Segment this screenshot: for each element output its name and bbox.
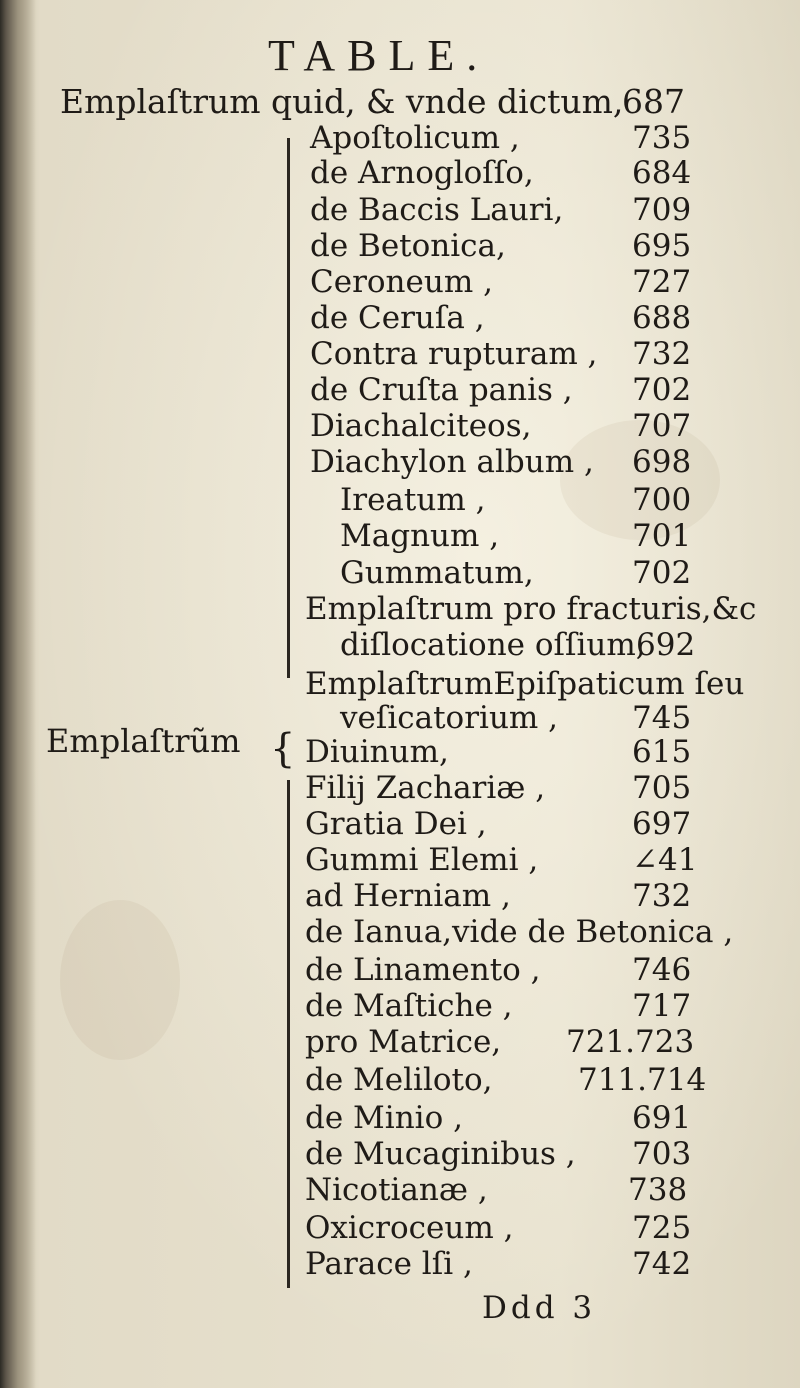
entry-label: Diachylon album , [310,444,594,480]
index-entry [0,228,800,264]
entry-label: de Cruſta panis , [310,372,573,408]
entry-label: Parace lſi , [305,1246,473,1282]
group-label: Emplaſtrũm [46,722,241,760]
entry-label: Gummatum, [340,555,534,591]
index-entry [0,952,800,988]
index-entry [0,591,800,627]
entry-page-number: 738 [628,1172,688,1208]
index-entry [0,734,800,770]
entry-label: de Ceruſa , [310,300,485,336]
entry-page-number: 711.714 [578,1062,707,1098]
index-entry [0,700,800,736]
index-entry [0,192,800,228]
index-entry [0,264,800,300]
entry-page-number: 698 [632,444,692,480]
entry-label: de Maſtiche , [305,988,513,1024]
index-entry [0,914,800,950]
index-entry [0,444,800,480]
index-entry [0,336,800,372]
entry-label: de Betonica, [310,228,506,264]
first-entry-label: Emplaſtrum quid, & vnde dictum, [60,82,624,121]
entry-page-number: 700 [632,482,692,518]
index-entry [0,878,800,914]
entry-label: Gummi Elemi , [305,842,539,878]
entry-page-number: 746 [632,952,692,988]
entry-page-number: 717 [632,988,692,1024]
entry-label: Magnum , [340,518,500,554]
entry-label: Contra rupturam , [310,336,598,372]
entry-label: pro Matrice, [305,1024,502,1060]
index-entry [0,806,800,842]
entry-label: Gratia Dei , [305,806,487,842]
entry-page-number: 688 [632,300,692,336]
entry-label: Filij Zachariæ , [305,770,546,806]
index-entry [0,627,800,663]
index-entry [0,1062,800,1098]
entry-label: Nicotianæ , [305,1172,488,1208]
index-entry [0,1210,800,1246]
entry-page-number: 691 [632,1100,692,1136]
entry-page-number: 684 [632,155,692,191]
entry-label: de Baccis Lauri, [310,192,564,228]
entry-page-number: 705 [632,770,692,806]
entry-page-number: 701 [632,518,692,554]
brace-point: { [270,726,296,772]
entry-label: EmplaſtrumEpiſpaticum ſeu [305,666,745,702]
entry-label: Emplaſtrum pro fracturis,&c [305,591,757,627]
entry-page-number: 707 [632,408,692,444]
entry-page-number: 702 [632,372,692,408]
entry-page-number: 727 [632,264,692,300]
entry-page-number: 703 [632,1136,692,1172]
entry-page-number: 702 [632,555,692,591]
entry-page-number: 732 [632,336,692,372]
entry-label: ad Herniam , [305,878,511,914]
index-entry [0,518,800,554]
entry-label: diſlocatione oſſium, [340,627,646,663]
index-entry [0,120,800,156]
entry-page-number: ∠41 [632,842,698,878]
entry-page-number: 721.723 [566,1024,695,1060]
index-entry [0,408,800,444]
entry-page-number: 742 [632,1246,692,1282]
index-entry [0,770,800,806]
entry-label: Ceroneum , [310,264,493,300]
index-entry [0,482,800,518]
index-entry [0,842,800,878]
entry-label: de Linamento , [305,952,541,988]
entry-label: Ireatum , [340,482,486,518]
page-heading: TABLE. [268,31,490,80]
entry-page-number: 695 [632,228,692,264]
first-entry-page: 687 [622,82,685,121]
index-entry [0,1136,800,1172]
entry-label: de Meliloto, [305,1062,493,1098]
entry-label: de Ianua,vide de Betonica , [305,914,734,950]
entry-page-number: 697 [632,806,692,842]
signature-mark: Ddd 3 [482,1290,597,1326]
entry-label: veſicatorium , [340,700,559,736]
entry-page-number: 735 [632,120,692,156]
index-entry [0,1246,800,1282]
index-entry [0,1172,800,1208]
index-entry [0,372,800,408]
index-entry [0,300,800,336]
entry-page-number: 725 [632,1210,692,1246]
index-entry [0,1100,800,1136]
entry-label: de Arnogloſſo, [310,155,534,191]
entry-page-number: 615 [632,734,692,770]
index-entry [0,555,800,591]
entry-page-number: 732 [632,878,692,914]
entry-label: Diuinum, [305,734,449,770]
entry-page-number: 745 [632,700,692,736]
entry-page-number: 709 [632,192,692,228]
entry-label: Apoſtolicum , [310,120,520,156]
entry-label: Oxicroceum , [305,1210,514,1246]
index-entry [0,988,800,1024]
entry-label: Diachalciteos, [310,408,532,444]
index-entry [0,666,800,702]
index-entry [0,1024,800,1060]
entry-page-number: 692 [636,627,696,663]
entry-label: de Minio , [305,1100,463,1136]
entry-label: de Mucaginibus , [305,1136,576,1172]
index-entry [0,155,800,191]
